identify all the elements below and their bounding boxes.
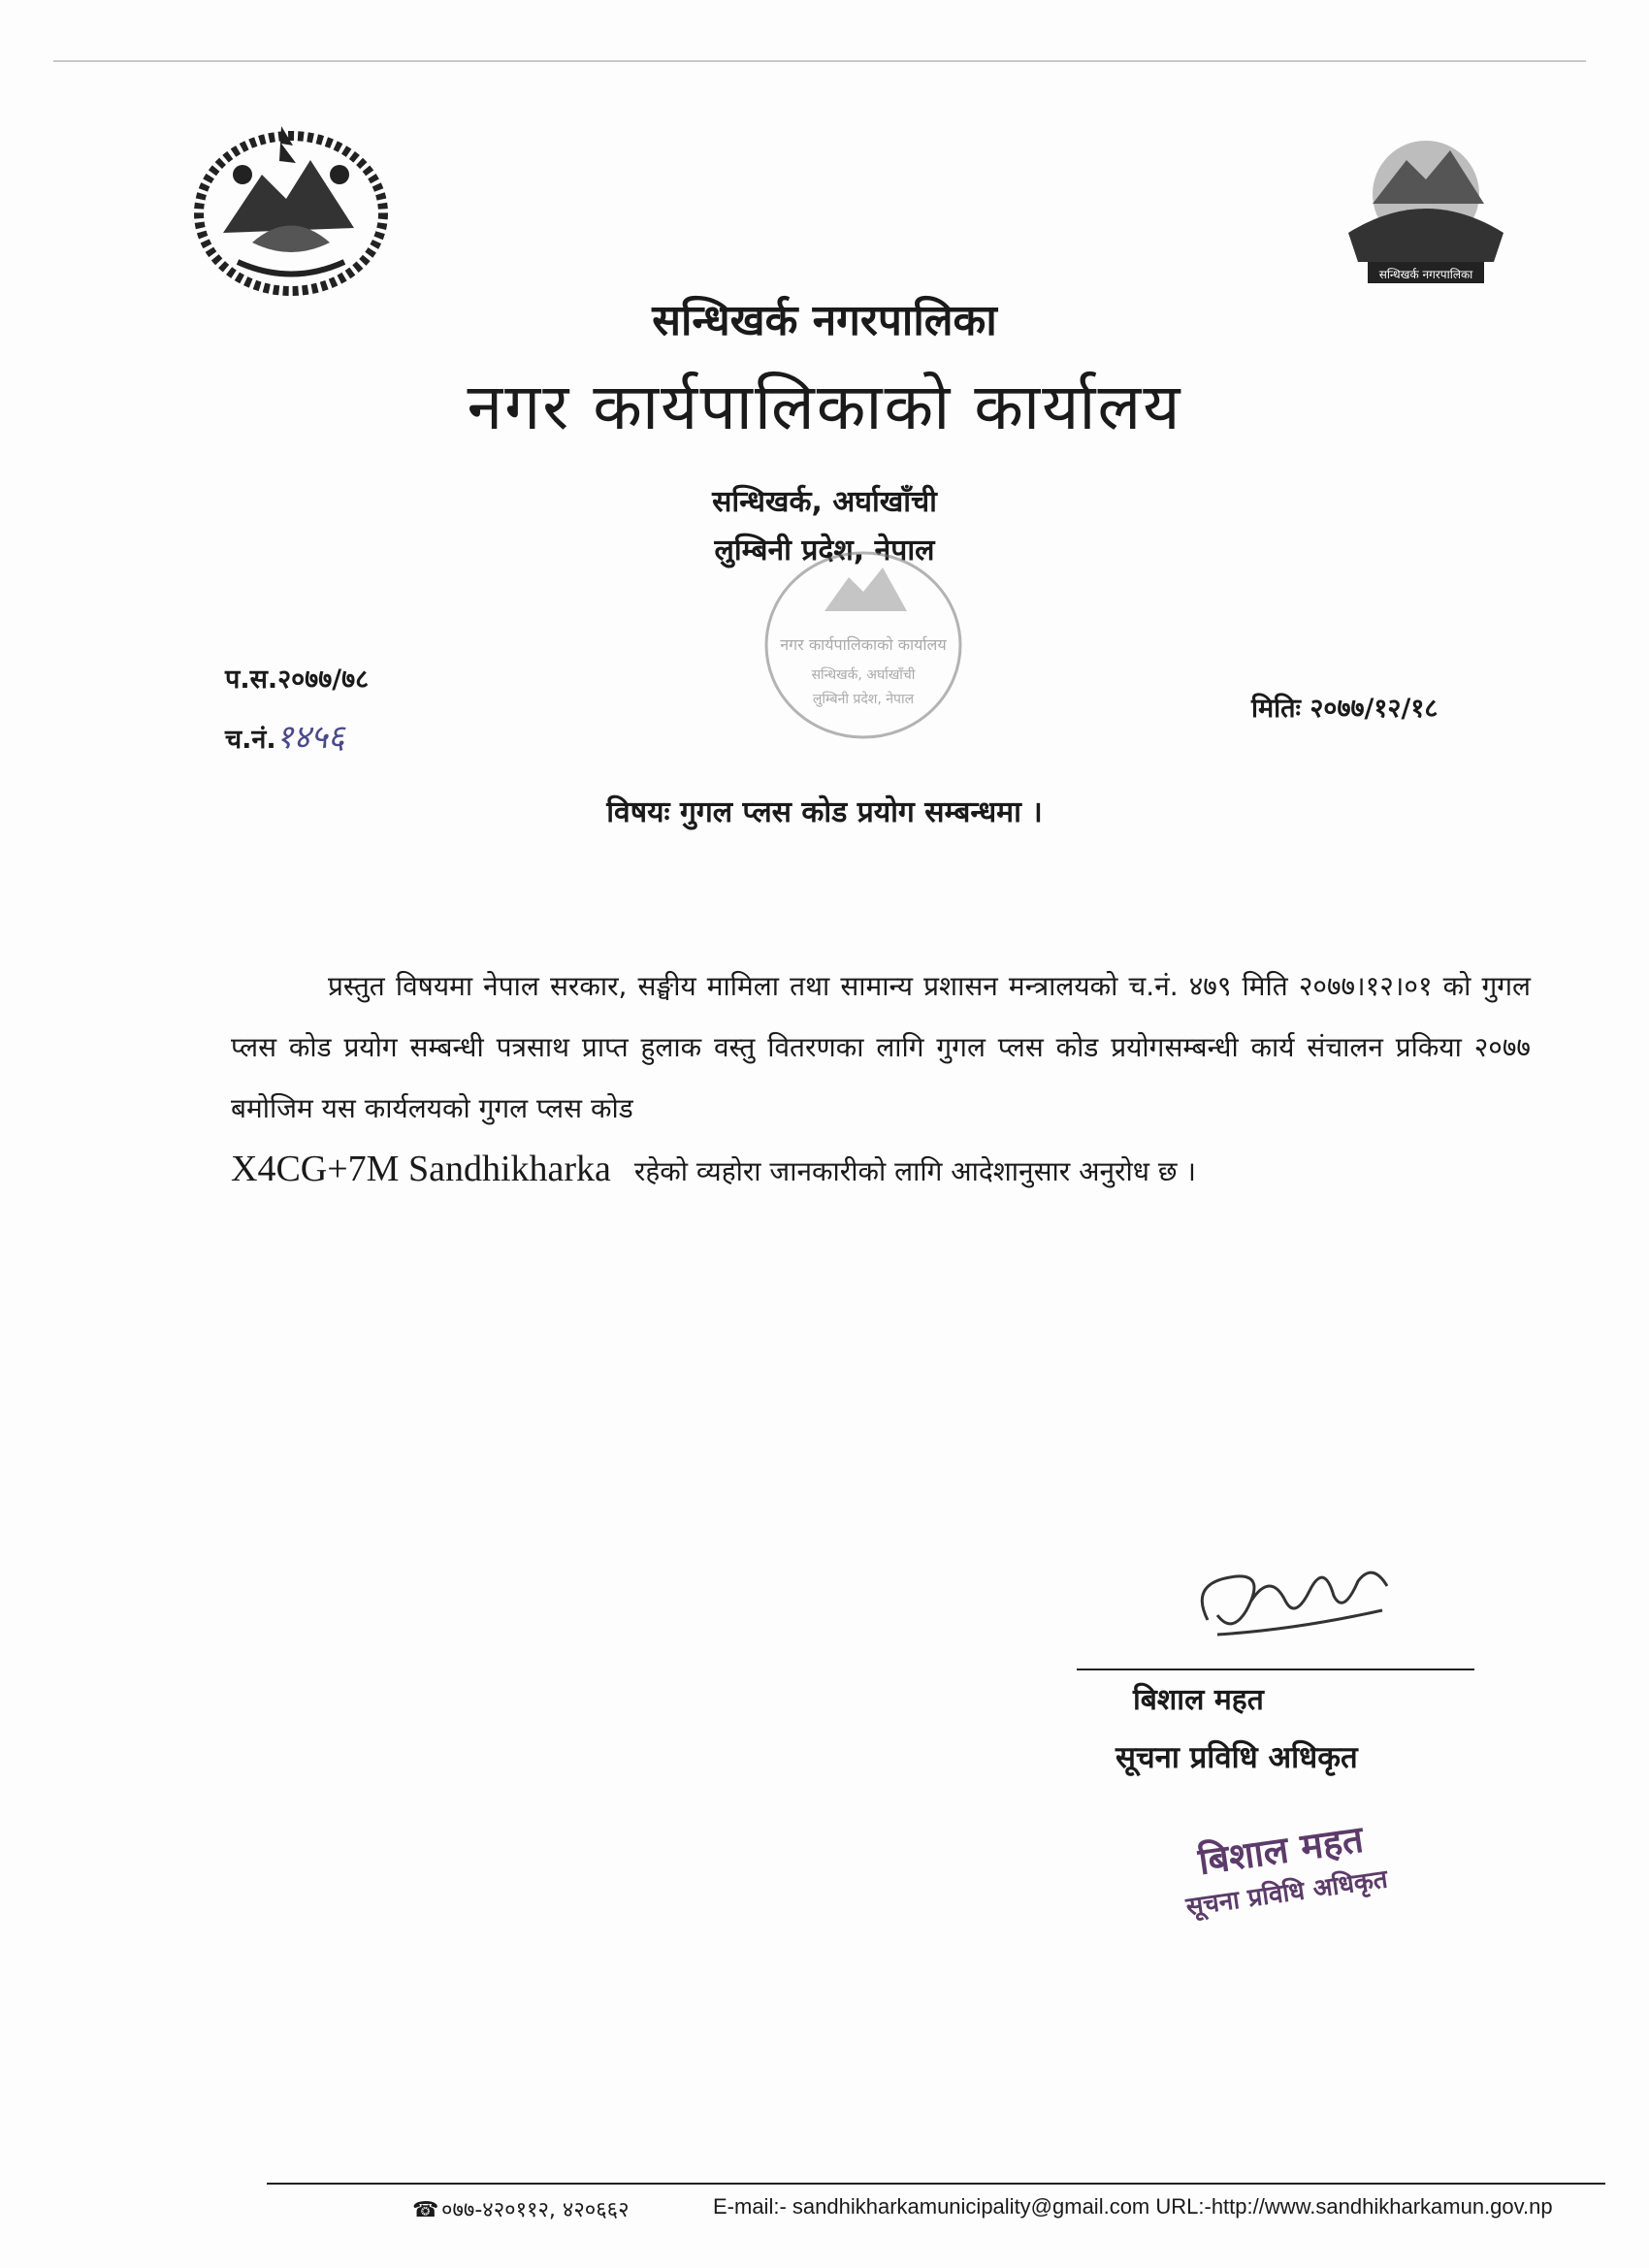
name-stamp bbox=[1152, 1806, 1418, 1957]
footer-phone bbox=[412, 2194, 630, 2223]
body-text: प्रस्तुत विषयमा नेपाल सरकार, सङ्घीय मामिला तथा सामान्य प्रशासन मन्त्रालयको च.नं. ४७९ मिति २०७७।१२।०१ को गुगल प्लस कोड प्रयोग सम्बन्धी पत्रसाथ प्राप्त हुलाक वस्तु वितरणका लागि गुगल प्लस कोड प्रयोगसम्बन्धी कार्य संचालन प्रकिया २०७७ बमोजिम यस कार्यलयको गुगल प्लस कोड bbox=[231, 970, 1531, 1124]
dispatch-number-label: च.नं. bbox=[225, 725, 276, 755]
svg-text:नगर कार्यपालिकाको कार्यालय: नगर कार्यपालिकाको कार्यालय bbox=[780, 635, 947, 654]
letter-subject: विषयः गुगल प्लस कोड प्रयोग सम्बन्धमा । bbox=[606, 795, 1043, 829]
signatory-title: सूचना प्रविधि अधिकृत bbox=[1116, 1740, 1358, 1775]
telephone-icon: ☎ bbox=[412, 2198, 439, 2222]
footer-line bbox=[267, 2183, 1605, 2185]
signatory-name: बिशाल महत bbox=[1133, 1683, 1264, 1717]
stamp-name: बिशाल महत bbox=[1195, 1817, 1367, 1883]
footer-phone-numbers: ०७७-४२०११२, ४२०६६२ bbox=[441, 2198, 630, 2222]
top-edge-line bbox=[53, 60, 1586, 62]
dispatch-number bbox=[225, 713, 344, 758]
body-closing: रहेको व्यहोरा जानकारीको लागि आदेशानुसार अनुरोध छ । bbox=[633, 1155, 1197, 1187]
letter-body bbox=[231, 956, 1531, 1202]
dispatch-number-value: १४५६ bbox=[275, 718, 345, 757]
address-line-1: सन्धिखर्क, अर्घाखाँची bbox=[712, 485, 937, 519]
svg-text:सन्धिखर्क नगरपालिका: सन्धिखर्क नगरपालिका bbox=[1378, 268, 1473, 281]
office-name: नगर कार्यपालिकाको कार्यालय bbox=[467, 370, 1182, 444]
svg-text:लुम्बिनी प्रदेश, नेपाल: लुम्बिनी प्रदेश, नेपाल bbox=[812, 692, 915, 707]
svg-text:सन्धिखर्क, अर्घाखाँची: सन्धिखर्क, अर्घाखाँची bbox=[811, 667, 916, 683]
plus-code: X4CG+7M Sandhikharka bbox=[231, 1149, 611, 1189]
address-line-2: लुम्बिनी प्रदेश, नेपाल bbox=[714, 534, 935, 567]
signature-line bbox=[1077, 1669, 1474, 1670]
nepal-emblem-icon bbox=[184, 116, 398, 301]
stamp-title: सूचना प्रविधि अधिकृत bbox=[1183, 1864, 1390, 1923]
signature-icon bbox=[1179, 1542, 1402, 1649]
letter-date: मितिः २०७७/१२/१८ bbox=[1251, 694, 1439, 724]
footer-contact: E-mail:- sandhikharkamunicipality@gmail.com URL:-http://www.sandhikharkamun.gov.np bbox=[713, 2194, 1553, 2219]
municipality-logo-icon bbox=[1329, 126, 1523, 291]
municipality-name: सन्धिखर्क नगरपालिका bbox=[652, 296, 997, 345]
letter-ref-number: प.स.२०७७/७८ bbox=[225, 664, 370, 695]
office-seal-icon bbox=[757, 543, 970, 747]
